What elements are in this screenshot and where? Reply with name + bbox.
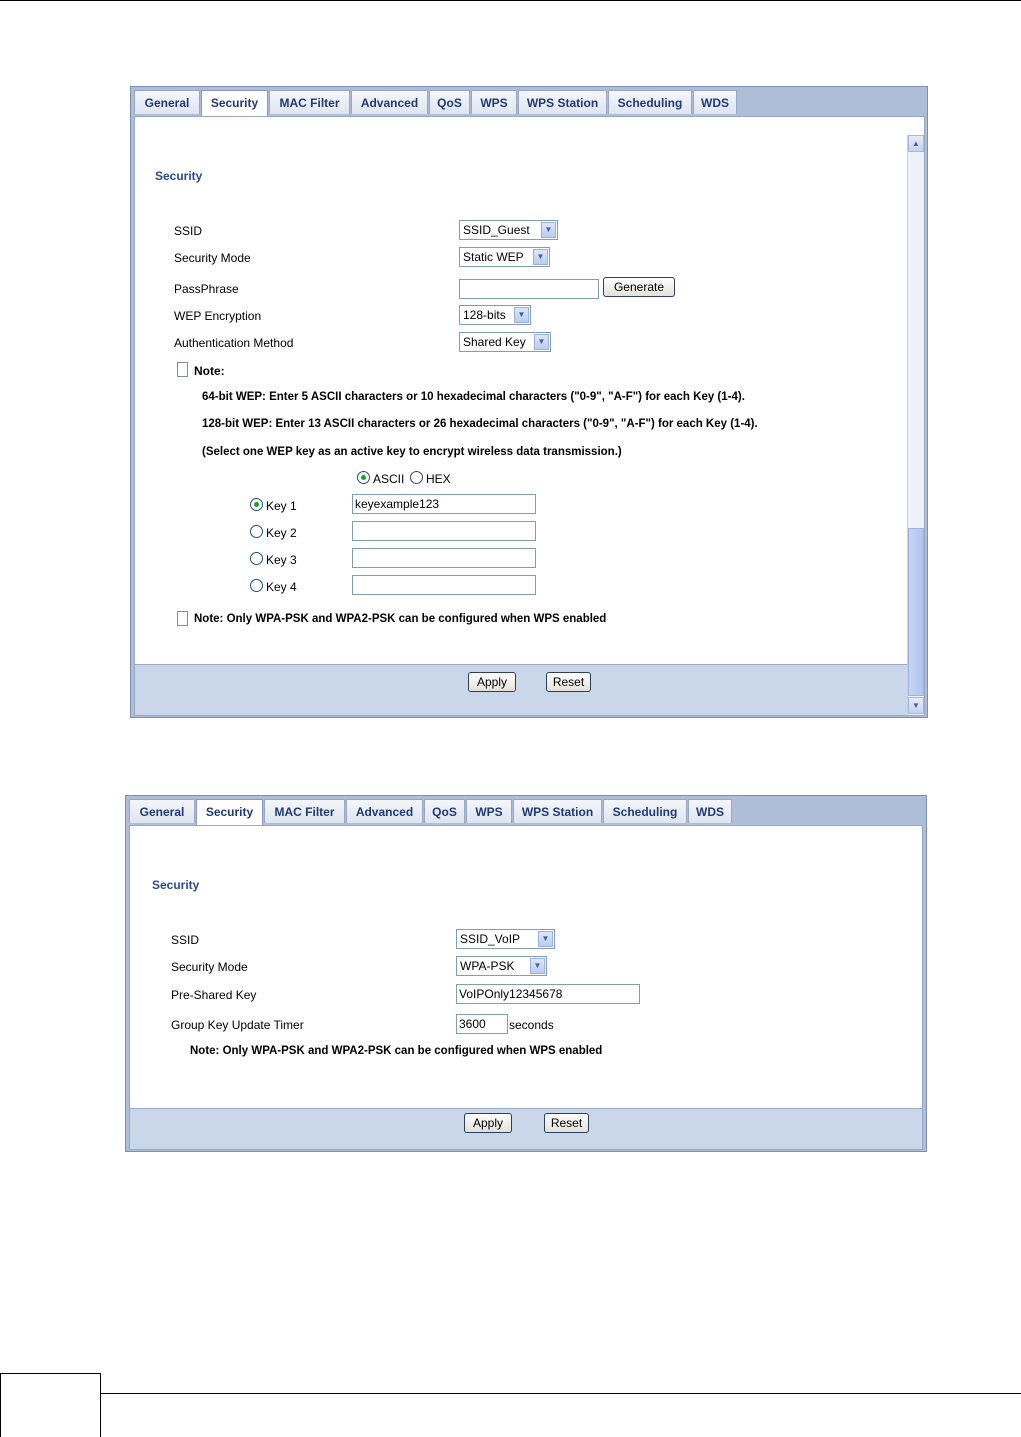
tab-wds[interactable]: WDS: [693, 90, 737, 114]
security-mode-label: Security Mode: [171, 960, 248, 974]
key1-input[interactable]: keyexample123: [352, 494, 536, 514]
security-mode-value: WPA-PSK: [460, 959, 515, 973]
button-bar: [130, 1108, 922, 1149]
tab-qos[interactable]: QoS: [429, 90, 470, 114]
hex-radio[interactable]: [410, 471, 423, 484]
psk-label: Pre-Shared Key: [171, 988, 257, 1002]
chevron-down-icon: ▼: [538, 931, 553, 947]
key4-radio[interactable]: [250, 579, 263, 592]
tab-scheduling[interactable]: Scheduling: [608, 90, 692, 114]
content-area: [134, 116, 925, 716]
tab-mac-filter[interactable]: MAC Filter: [269, 90, 350, 114]
key1-label: Key 1: [266, 499, 297, 513]
passphrase-label: PassPhrase: [174, 282, 239, 296]
tab-wps[interactable]: WPS: [466, 799, 512, 823]
passphrase-input[interactable]: [459, 279, 599, 299]
group-key-timer-label: Group Key Update Timer: [171, 1018, 304, 1032]
auth-method-value: Shared Key: [463, 335, 526, 349]
key2-radio[interactable]: [250, 525, 263, 538]
wep-encryption-select[interactable]: [459, 305, 531, 325]
section-title: Security: [155, 169, 203, 183]
timer-unit-label: seconds: [509, 1018, 554, 1032]
footer-rule: [100, 1393, 1021, 1394]
security-mode-value: Static WEP: [463, 250, 524, 264]
security-mode-select[interactable]: [456, 956, 547, 976]
tab-general[interactable]: General: [129, 799, 195, 823]
key3-input[interactable]: [352, 548, 536, 568]
hex-label: HEX: [426, 472, 451, 486]
tab-wps[interactable]: WPS: [471, 90, 517, 114]
note-title: Note:: [194, 364, 225, 378]
psk-input[interactable]: VoIPOnly12345678: [456, 984, 640, 1004]
tab-scheduling[interactable]: Scheduling: [603, 799, 687, 823]
tab-mac-filter[interactable]: MAC Filter: [264, 799, 345, 823]
scroll-down-icon[interactable]: ▼: [908, 697, 924, 714]
tab-general[interactable]: General: [134, 90, 200, 114]
ssid-select-value: SSID_Guest: [463, 223, 530, 237]
tab-wps-station[interactable]: WPS Station: [513, 799, 602, 823]
generate-button[interactable]: Generate: [603, 277, 675, 297]
ascii-radio[interactable]: [357, 471, 370, 484]
key3-radio[interactable]: [250, 552, 263, 565]
apply-button[interactable]: Apply: [468, 672, 516, 692]
note-line-128bit: 128-bit WEP: Enter 13 ASCII characters or 26 hexadecimal characters ("0-9", "A-F") for each Key (1-4).: [202, 418, 758, 430]
wep-encryption-label: WEP Encryption: [174, 309, 262, 323]
group-key-timer-input[interactable]: 3600: [456, 1014, 508, 1034]
tab-security[interactable]: Security: [196, 799, 263, 826]
tab-advanced[interactable]: Advanced: [346, 799, 423, 823]
content-area: [129, 825, 923, 1150]
tab-bar: [129, 799, 733, 825]
security-mode-label: Security Mode: [174, 251, 251, 265]
wps-note: Note: Only WPA-PSK and WPA2-PSK can be configured when WPS enabled: [194, 613, 607, 625]
scroll-up-icon[interactable]: ▲: [908, 135, 924, 152]
key2-input[interactable]: [352, 521, 536, 541]
wps-note: Note: Only WPA-PSK and WPA2-PSK can be configured when WPS enabled: [190, 1045, 603, 1057]
chevron-down-icon: ▼: [530, 958, 545, 974]
vertical-scrollbar[interactable]: [907, 135, 924, 715]
page-number-box: [0, 1373, 101, 1437]
security-mode-select[interactable]: [459, 247, 550, 267]
chevron-down-icon: ▼: [533, 249, 548, 265]
reset-button[interactable]: Reset: [546, 672, 591, 692]
note-icon: [177, 362, 188, 377]
scroll-thumb[interactable]: [908, 528, 924, 696]
auth-method-select[interactable]: [459, 332, 551, 352]
chevron-down-icon: ▼: [541, 222, 556, 238]
security-panel-wpa: [125, 795, 927, 1152]
key2-label: Key 2: [266, 526, 297, 540]
note-line-select: (Select one WEP key as an active key to encrypt wireless data transmission.): [202, 446, 622, 458]
section-title: Security: [152, 878, 200, 892]
ssid-label: SSID: [174, 224, 203, 238]
key4-input[interactable]: [352, 575, 536, 595]
tab-bar: [134, 90, 738, 116]
tab-wds[interactable]: WDS: [688, 799, 732, 823]
chevron-down-icon: ▼: [514, 307, 529, 323]
tab-wps-station[interactable]: WPS Station: [518, 90, 607, 114]
tab-qos[interactable]: QoS: [424, 799, 465, 823]
ascii-label: ASCII: [373, 472, 405, 486]
ssid-label: SSID: [171, 933, 200, 947]
key1-radio[interactable]: [250, 498, 263, 511]
wep-encryption-value: 128-bits: [463, 308, 506, 322]
auth-method-label: Authentication Method: [174, 336, 294, 350]
ssid-select[interactable]: [456, 929, 555, 949]
tab-advanced[interactable]: Advanced: [351, 90, 428, 114]
key3-label: Key 3: [266, 553, 297, 567]
button-bar: [135, 664, 907, 715]
ssid-select[interactable]: [459, 220, 558, 240]
key4-label: Key 4: [266, 580, 297, 594]
chevron-down-icon: ▼: [534, 334, 549, 350]
ssid-select-value: SSID_VoIP: [460, 932, 521, 946]
tab-security[interactable]: Security: [201, 90, 268, 117]
page-top-rule: [0, 0, 1021, 1]
apply-button[interactable]: Apply: [464, 1113, 512, 1133]
note-icon: [177, 611, 188, 626]
reset-button[interactable]: Reset: [544, 1113, 589, 1133]
note-line-64bit: 64-bit WEP: Enter 5 ASCII characters or 10 hexadecimal characters ("0-9", "A-F") for each Key (1-4).: [202, 391, 745, 403]
security-panel-wep: [130, 86, 928, 718]
